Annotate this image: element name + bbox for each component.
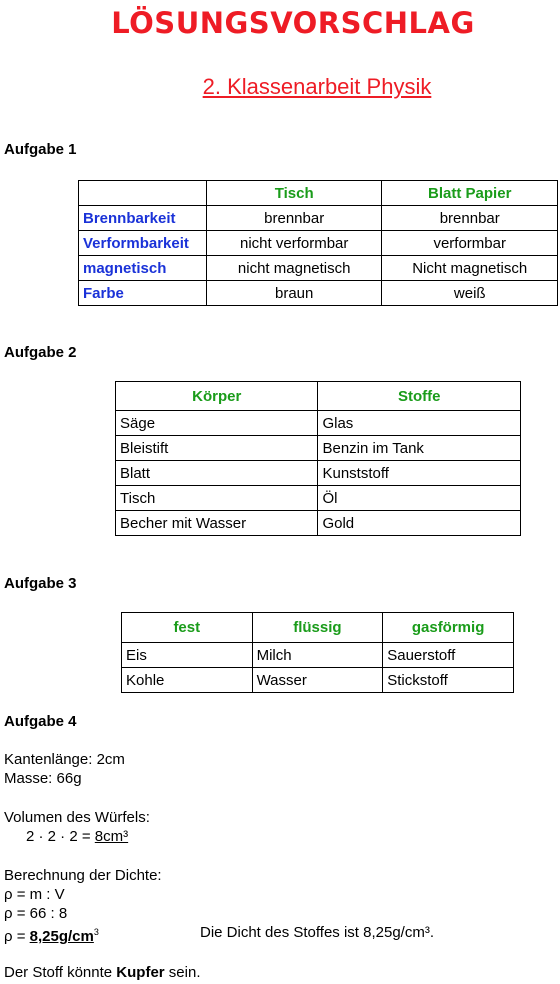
- table-cell: nicht verformbar: [206, 231, 382, 256]
- table-cell: weiß: [382, 281, 558, 306]
- density-formula: ρ = m : V: [4, 886, 65, 903]
- density-result: 8,25g/cm: [29, 928, 94, 945]
- page-headline: LÖSUNGSVORSCHLAG: [111, 6, 475, 40]
- table-header-cell: flüssig: [252, 613, 383, 643]
- table-cell: brennbar: [382, 206, 558, 231]
- table-cell: Benzin im Tank: [318, 436, 521, 461]
- table-cell: Sauerstoff: [383, 643, 514, 668]
- conclusion-material: Kupfer: [116, 964, 165, 981]
- table-cell: Öl: [318, 486, 521, 511]
- task4-title: Aufgabe 4: [4, 713, 77, 730]
- conclusion: [4, 963, 201, 982]
- density-sentence: Die Dicht des Stoffes ist 8,25g/cm³.: [200, 924, 434, 941]
- volume-calculation: [4, 827, 150, 846]
- table-cell: Säge: [116, 411, 318, 436]
- row-label: Farbe: [79, 281, 207, 306]
- table-cell: nicht magnetisch: [206, 256, 382, 281]
- table-row: [122, 643, 514, 668]
- table-row: [79, 206, 558, 231]
- table-cell: Gold: [318, 511, 521, 536]
- row-label: Brennbarkeit: [79, 206, 207, 231]
- density-result-prefix: ρ =: [4, 928, 30, 945]
- table-row: [116, 511, 521, 536]
- table-header-row: [116, 382, 521, 411]
- table-header-cell: Körper: [116, 382, 318, 411]
- table-header-row: [79, 181, 558, 206]
- table-cell: Glas: [318, 411, 521, 436]
- table-cell: Eis: [122, 643, 253, 668]
- table-row: [79, 256, 558, 281]
- density-section: [4, 866, 504, 946]
- table-cell: Nicht magnetisch: [382, 256, 558, 281]
- row-label: magnetisch: [79, 256, 207, 281]
- task2-title: Aufgabe 2: [4, 344, 77, 361]
- density-result-line: [4, 923, 504, 946]
- conclusion-suffix: sein.: [164, 964, 201, 981]
- conclusion-prefix: Der Stoff könnte: [4, 964, 117, 981]
- table-cell: Kunststoff: [318, 461, 521, 486]
- table-header-cell: Tisch: [206, 181, 382, 206]
- table-cell: Stickstoff: [383, 668, 514, 693]
- table-cell: Wasser: [252, 668, 383, 693]
- volume-label: Volumen des Würfels:: [4, 809, 150, 826]
- table-row: [79, 281, 558, 306]
- mass-text: Masse: 66g: [4, 770, 82, 787]
- table-row: [116, 486, 521, 511]
- table-cell: verformbar: [382, 231, 558, 256]
- table-cell: Kohle: [122, 668, 253, 693]
- table-header-cell: [79, 181, 207, 206]
- table-header-cell: fest: [122, 613, 253, 643]
- table-row: [79, 231, 558, 256]
- task1-table: [78, 180, 558, 306]
- given-values: [4, 750, 125, 788]
- volume-result: 8cm³: [94, 828, 129, 845]
- table-row: [116, 411, 521, 436]
- table-row: [116, 461, 521, 486]
- table-cell: braun: [206, 281, 382, 306]
- task2-table: [115, 381, 521, 536]
- edge-length-text: Kantenlänge: 2cm: [4, 751, 125, 768]
- density-substitution: ρ = 66 : 8: [4, 905, 68, 922]
- table-header-cell: Stoffe: [318, 382, 521, 411]
- table-cell: Tisch: [116, 486, 318, 511]
- table-cell: Becher mit Wasser: [116, 511, 318, 536]
- table-header-row: [122, 613, 514, 643]
- table-row: [122, 668, 514, 693]
- table-row: [116, 436, 521, 461]
- page-subtitle: 2. Klassenarbeit Physik: [202, 74, 432, 99]
- row-label: Verformbarkeit: [79, 231, 207, 256]
- table-cell: brennbar: [206, 206, 382, 231]
- table-cell: Milch: [252, 643, 383, 668]
- table-header-cell: Blatt Papier: [382, 181, 558, 206]
- table-cell: Bleistift: [116, 436, 318, 461]
- volume-section: [4, 808, 150, 846]
- density-result-exponent: 3: [93, 927, 99, 937]
- task1-title: Aufgabe 1: [4, 141, 77, 158]
- table-cell: Blatt: [116, 461, 318, 486]
- density-label: Berechnung der Dichte:: [4, 867, 162, 884]
- task3-table: [121, 612, 514, 693]
- volume-calc-text: 2 · 2 · 2 =: [26, 828, 95, 845]
- table-header-cell: gasförmig: [383, 613, 514, 643]
- task3-title: Aufgabe 3: [4, 575, 77, 592]
